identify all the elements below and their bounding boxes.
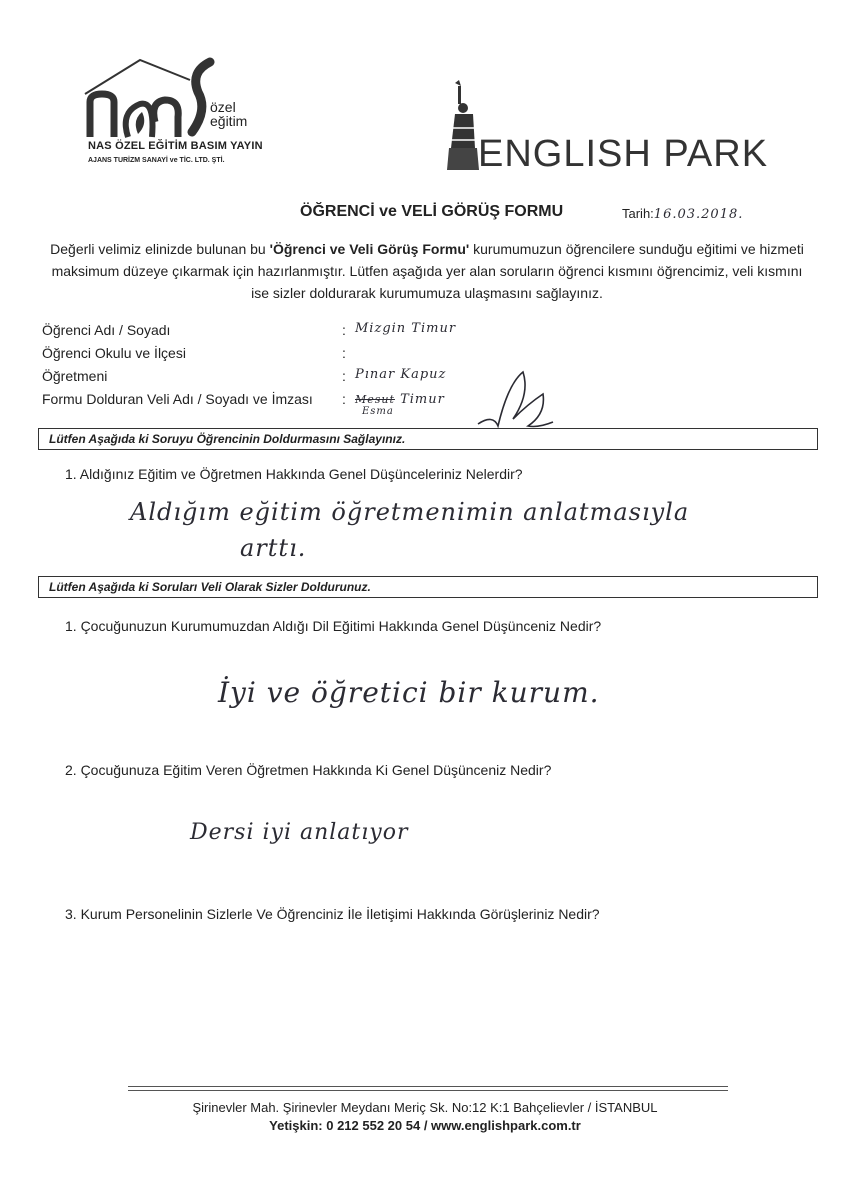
student-question-1: 1. Aldığınız Eğitim ve Öğretmen Hakkında Genel Düşünceleriniz Nelerdir? [65,466,523,482]
date-value: 16.03.2018. [653,207,744,222]
date-label: Tarih: [622,206,654,221]
nas-ozel-text: özel [210,99,236,115]
nas-logo-graphic [80,42,280,172]
colon: : [342,368,346,384]
intro-form-name: 'Öğrenci ve Veli Görüş Formu' [269,241,470,257]
teacher-label: Öğretmeni [42,368,108,384]
intro-text-part2: kurumumuzun öğrencilere sunduğu eğitimi ve hizmeti maksimum düzeye çıkarmak için hazırlanmıştır. Lütfen aşağıda yer alan soruların öğrenci kısmını öğrencimiz, veli kısmını ise sizler doldurarak kurumumuza ulaşmasını sağlayınız. [51,241,804,301]
student-answer-1-line2[interactable]: arttı. [240,534,307,562]
student-name-value[interactable]: Mizgin Timur [355,321,457,336]
date-field [622,206,743,222]
nas-company-name: NAS ÖZEL EĞİTİM BASIM YAYIN [88,140,263,152]
intro-text-part1: Değerli velimiz elinizde bulunan bu [50,241,270,257]
parent-answer-2[interactable]: Dersi iyi anlatıyor [190,820,409,845]
english-park-logo-text: ENGLISH PARK [478,133,769,175]
teacher-value[interactable]: Pınar Kapuz [355,367,447,382]
footer-address: Şirinevler Mah. Şirinevler Meydanı Meriç Sk. No:12 K:1 Bahçelievler / İSTANBUL [192,1100,658,1115]
nas-company-subtitle: AJANS TURİZM SANAYİ ve TİC. LTD. ŞTİ. [88,157,225,164]
student-answer-1-line1[interactable]: Aldığım eğitim öğretmenimin anlatmasıyla [130,498,690,526]
parent-name-value[interactable] [355,392,445,407]
nas-egitim-text: eğitim [210,113,248,129]
parent-section-bar: Lütfen Aşağıda ki Soruları Veli Olarak Sizler Doldurunuz. [38,576,818,598]
footer-contact: Yetişkin: 0 212 552 20 54 / www.englishpark.com.tr [269,1118,581,1133]
student-section-bar: Lütfen Aşağıda ki Soruyu Öğrencinin Doldurmasını Sağlayınız. [38,428,818,450]
parent-name-above: Esma [362,406,394,417]
form-title: ÖĞRENCİ ve VELİ GÖRÜŞ FORMU [300,203,564,220]
student-school-label: Öğrenci Okulu ve İlçesi [42,345,186,361]
parent-name-surname: Timur [400,392,445,407]
parent-question-3: 3. Kurum Personelinin Sizlerle Ve Öğrenciniz İle İletişimi Hakkında Görüşleriniz Nedir? [65,906,600,922]
student-name-label: Öğrenci Adı / Soyadı [42,322,171,338]
colon: : [342,322,346,338]
parent-question-1: 1. Çocuğunuzun Kurumumuzdan Aldığı Dil Eğitimi Hakkında Genel Düşünceniz Nedir? [65,618,602,634]
parent-name-label: Formu Dolduran Veli Adı / Soyadı ve İmzası [42,391,313,407]
colon: : [342,345,346,361]
intro-paragraph [42,238,812,304]
parent-name-struck: Mesut [355,393,395,406]
colon: : [342,391,346,407]
nas-ozel-egitim [210,100,247,128]
parent-answer-1[interactable]: İyi ve öğretici bir kurum. [218,676,600,709]
parent-question-2: 2. Çocuğunuza Eğitim Veren Öğretmen Hakkında Ki Genel Düşünceniz Nedir? [65,762,552,778]
footer-divider [128,1086,728,1091]
